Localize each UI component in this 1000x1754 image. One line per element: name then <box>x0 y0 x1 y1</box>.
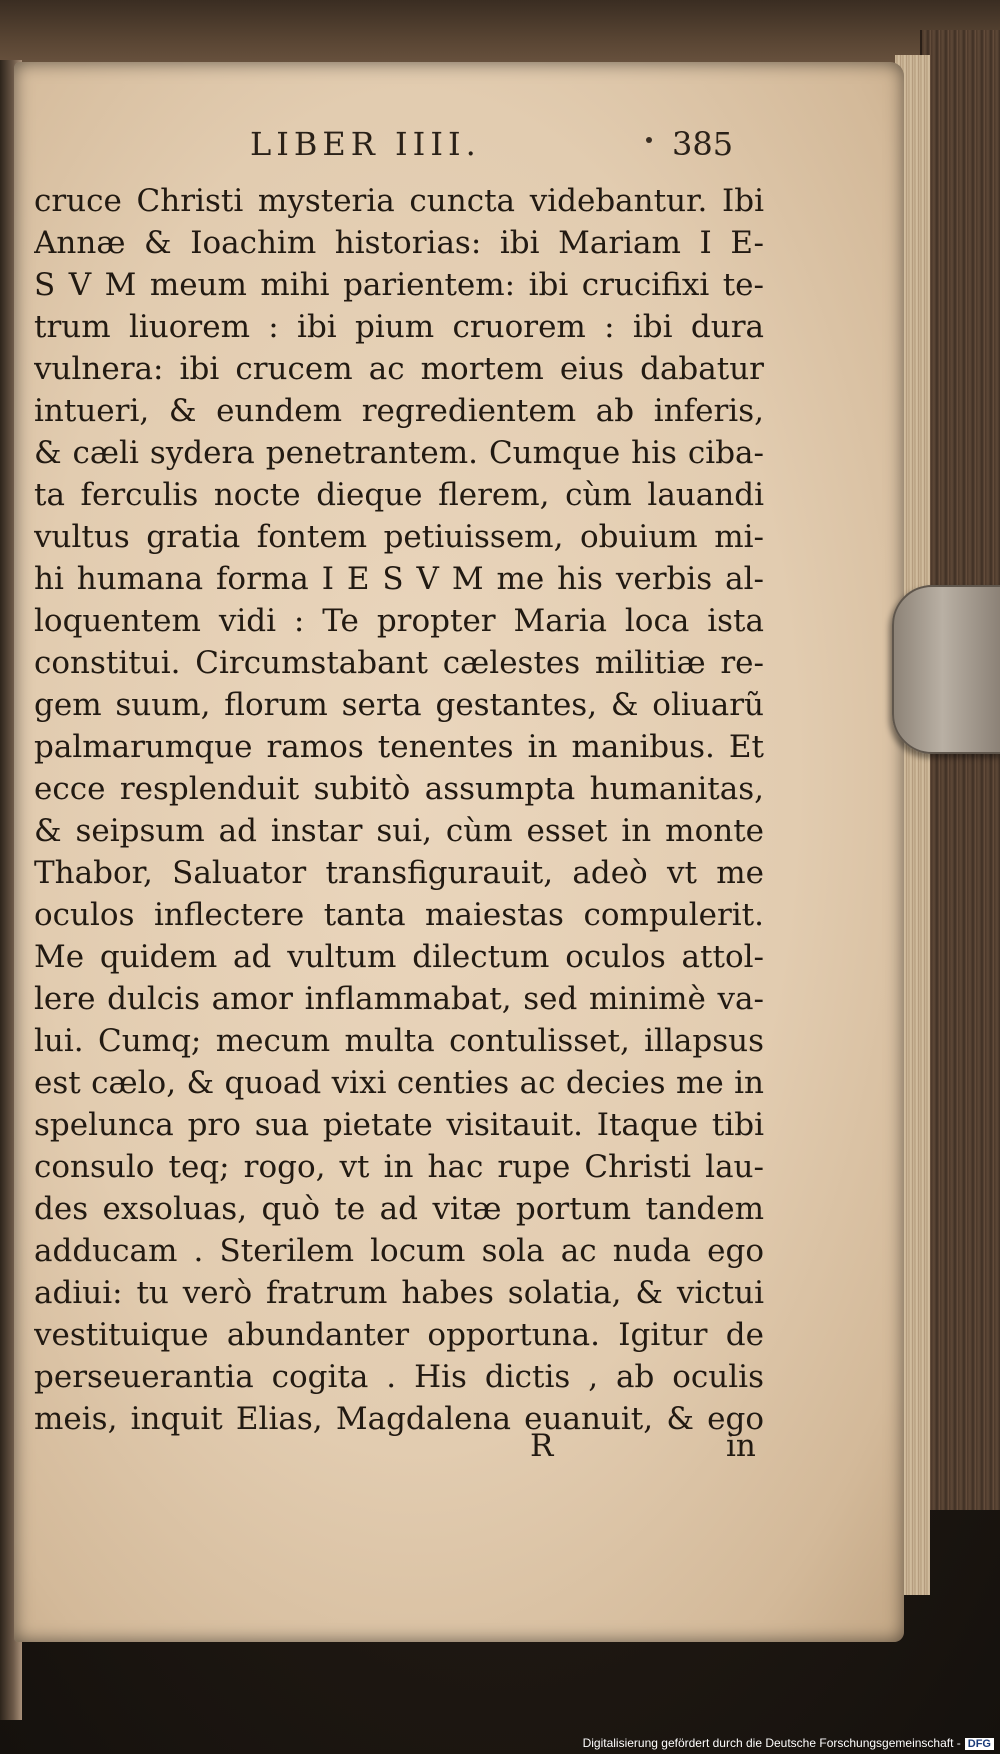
text-line: & seipsum ad instar sui, cùm esset in monte <box>34 813 764 849</box>
text-line: hi humana forma I E S V M me his verbis al- <box>34 561 764 597</box>
text-line: est cælo, & quoad vixi centies ac decies me in <box>34 1065 764 1101</box>
text-line: constitui. Circumstabant cælestes militiæ re- <box>34 645 764 681</box>
book-binding-edge <box>920 30 1000 1510</box>
text-line: S V M meum mihi parientem: ibi crucifixi te- <box>34 267 764 303</box>
digitization-credit <box>583 1736 994 1750</box>
credit-text: Digitalisierung gefördert durch die Deutsche Forschungsgemeinschaft - <box>582 1736 961 1750</box>
text-line: palmarumque ramos tenentes in manibus. Et <box>34 729 764 765</box>
text-line: & cæli sydera penetrantem. Cumque his ciba- <box>34 435 764 471</box>
text-line: ecce resplenduit subitò assumpta humanitas, <box>34 771 764 807</box>
dfg-logo[interactable]: DFG <box>965 1738 994 1750</box>
text-line: vestituique abundanter opportuna. Igitur de <box>34 1317 764 1353</box>
text-line: cruce Christi mysteria cuncta videbantur. Ibi <box>34 183 764 219</box>
text-line: meis, inquit Elias, Magdalena euanuit, & ego <box>34 1401 764 1437</box>
text-line: lui. Cumq; mecum multa contulisset, illapsus <box>34 1023 764 1059</box>
signature-mark: R <box>530 1428 554 1464</box>
text-line: perseuerantia cogita . His dictis , ab oculis <box>34 1359 764 1395</box>
text-line: oculos inflectere tanta maiestas compulerit. <box>34 897 764 933</box>
text-line: Thabor, Saluator transfigurauit, adeò vt me <box>34 855 764 891</box>
text-line: consulo teq; rogo, vt in hac rupe Christi lau- <box>34 1149 764 1185</box>
body-text <box>34 180 764 1440</box>
text-line: vultus gratia fontem petiuissem, obuium mi- <box>34 519 764 555</box>
text-line: trum liuorem : ibi pium cruorem : ibi dura <box>34 309 764 345</box>
page-number: 385 <box>672 125 734 163</box>
text-line: adducam . Sterilem locum sola ac nuda ego <box>34 1233 764 1269</box>
text-line: intueri, & eundem regredientem ab inferis, <box>34 393 764 429</box>
running-head-dot <box>646 137 652 143</box>
catchword: in <box>726 1428 756 1464</box>
text-line: Annæ & Ioachim historias: ibi Mariam I E- <box>34 225 764 261</box>
page-clamp <box>892 585 1000 754</box>
text-line: loquentem vidi : Te propter Maria loca ista <box>34 603 764 639</box>
text-line: spelunca pro sua pietate visitauit. Itaque tibi <box>34 1107 764 1143</box>
running-head: LIBER IIII. <box>250 125 481 163</box>
text-line: Me quidem ad vultum dilectum oculos attol- <box>34 939 764 975</box>
book-top-edge <box>0 0 1000 70</box>
text-line: lere dulcis amor inflammabat, sed minimè va- <box>34 981 764 1017</box>
text-line: ta ferculis nocte dieque flerem, cùm lauandi <box>34 477 764 513</box>
text-line: des exsoluas, quò te ad vitæ portum tandem <box>34 1191 764 1227</box>
text-line: gem suum, florum serta gestantes, & oliuarũ <box>34 687 764 723</box>
text-line: adiui: tu verò fratrum habes solatia, & victui <box>34 1275 764 1311</box>
text-line: vulnera: ibi crucem ac mortem eius dabatur <box>34 351 764 387</box>
